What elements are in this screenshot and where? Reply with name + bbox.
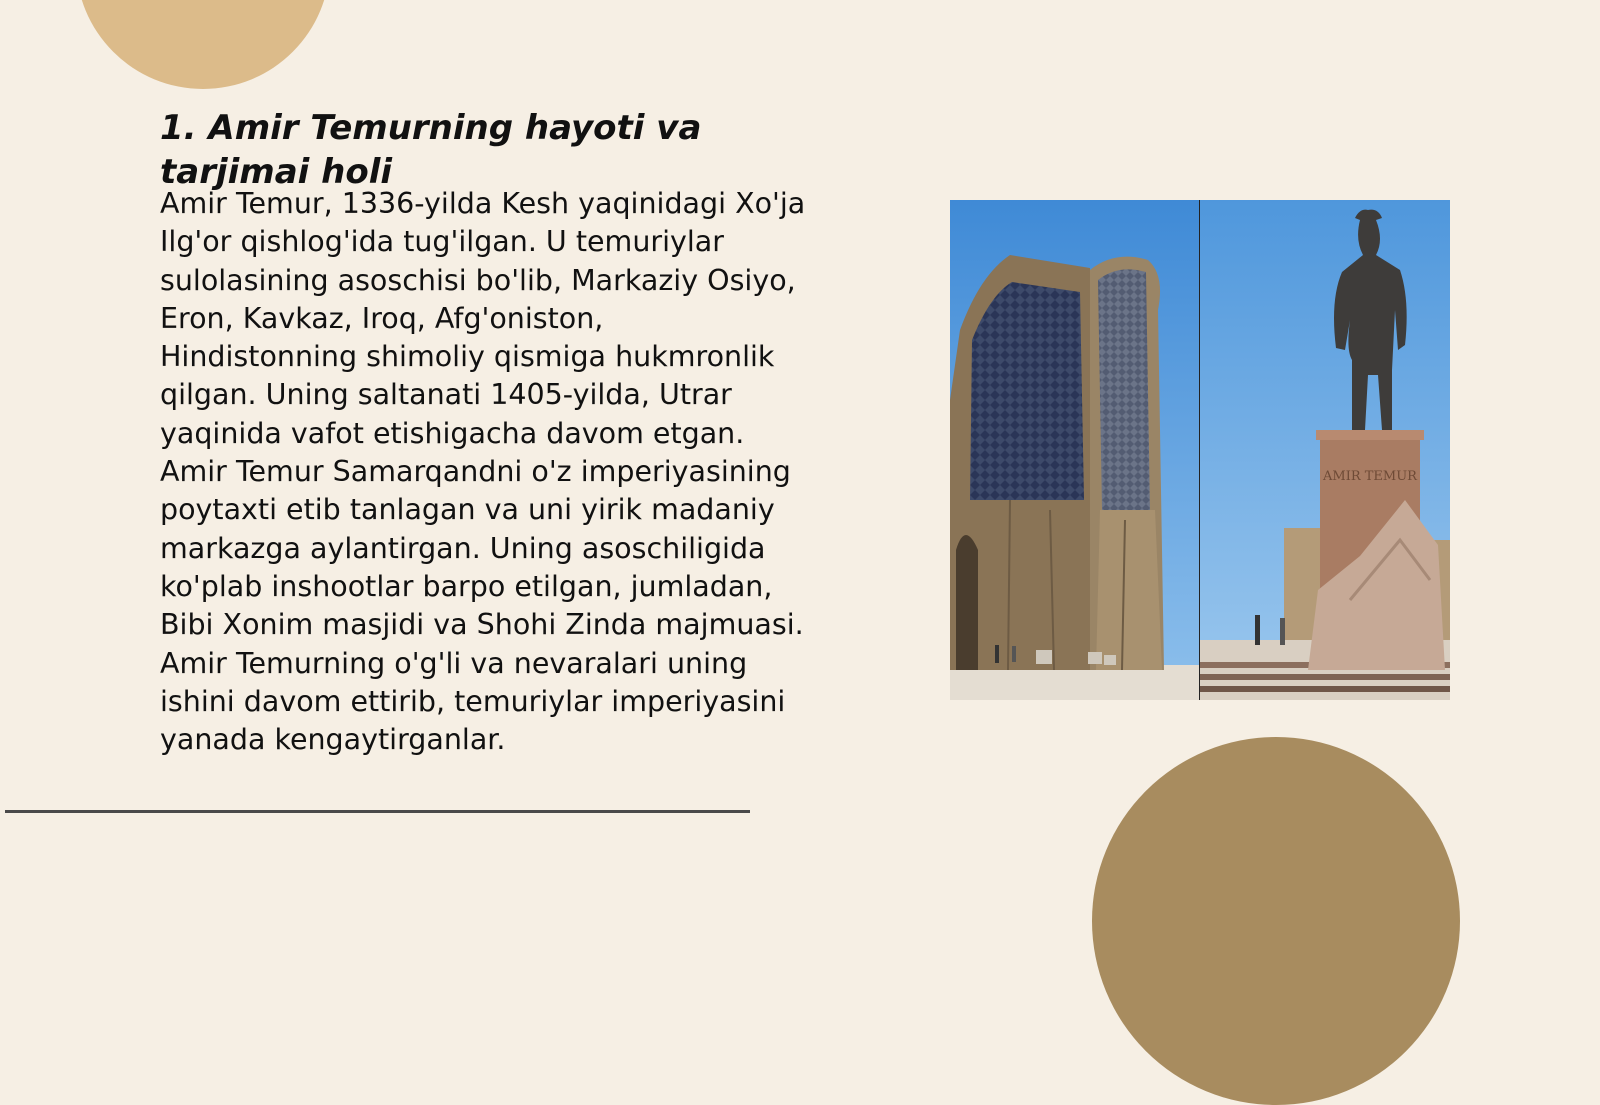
- slide-body-text: Amir Temur, 1336-yilda Kesh yaqinidagi Xo'ja Ilg'or qishlog'ida tug'ilgan. U temuriylar sulolasining asoschisi bo'lib, Markaziy Osiyo, Eron, Kavkaz, Iroq, Afg'oniston, Hindistonning shimoliy qismiga hukmronlik qilgan. Uning saltanati 1405-yilda, Utrar yaqinida vafot etishigacha davom etgan. Amir Temur Samarqandni o'z imperiyasining poytaxti etib tanlagan va uni yirik madaniy markazga aylantirgan. Uning asoschiligida ko'plab inshootlar barpo etilgan, jumladan, Bibi Xonim masjidi va Shohi Zinda majmuasi. Amir Temurning o'g'li va nevaralari uning ishini davom ettirib, temuriylar imperiyasini yanada kengaytirganlar.: [160, 187, 806, 757]
- decorative-circle-top: [76, 0, 330, 89]
- divider-line: [5, 810, 750, 813]
- decorative-circle-bottom: [1092, 737, 1460, 1105]
- amir-temur-statue-photo: [1200, 200, 1450, 700]
- palace-ruins-photo: [950, 200, 1200, 700]
- slide-title: 1. Amir Temurning hayoti va tarjimai holi: [160, 108, 702, 192]
- monument-inscription: AMIR TEMUR: [1323, 469, 1417, 484]
